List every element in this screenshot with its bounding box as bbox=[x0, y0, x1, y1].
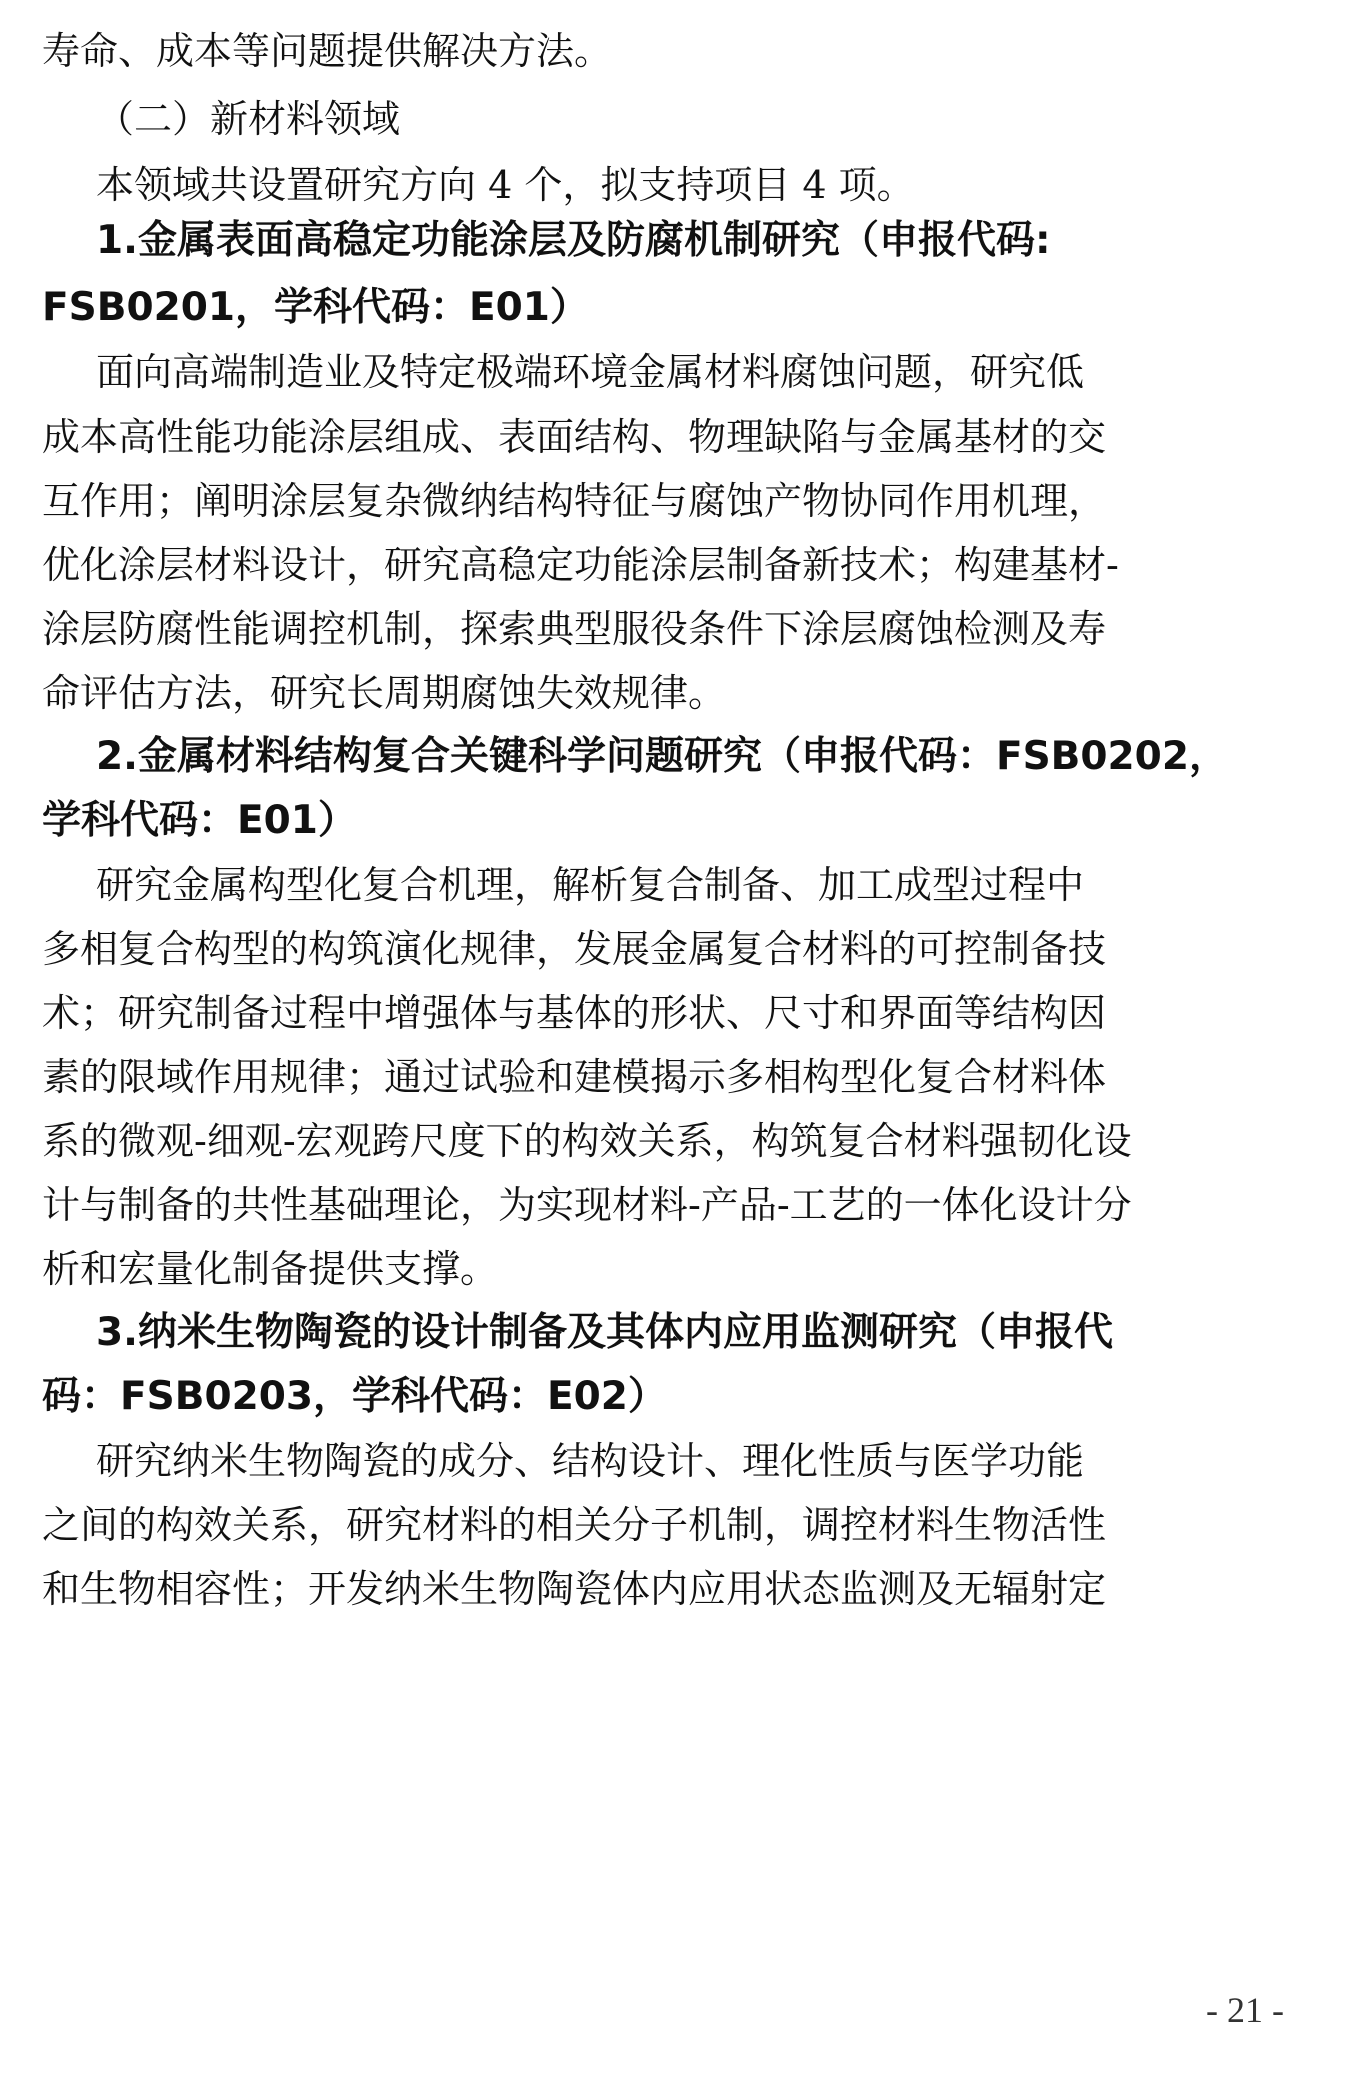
topic-2-body-line: 计与制备的共性基础理论，为实现材料-产品-工艺的一体化设计分 bbox=[42, 1183, 1132, 1227]
page-number: - 21 - bbox=[1206, 1990, 1284, 2030]
topic-2-body-line: 素的限域作用规律；通过试验和建模揭示多相构型化复合材料体 bbox=[42, 1055, 1107, 1099]
topic-2-body-line: 析和宏量化制备提供支撑。 bbox=[42, 1247, 499, 1291]
topic-1-heading-line: FSB0201，学科代码：E01） bbox=[42, 285, 589, 330]
topic-1-body-line: 互作用；阐明涂层复杂微纳结构特征与腐蚀产物协同作用机理， bbox=[42, 479, 1107, 523]
topic-1-body-line: 优化涂层材料设计，研究高稳定功能涂层制备新技术；构建基材- bbox=[42, 543, 1119, 587]
topic-2-body-line: 研究金属构型化复合机理，解析复合制备、加工成型过程中 bbox=[96, 863, 1085, 907]
topic-3-heading-line: 3.纳米生物陶瓷的设计制备及其体内应用监测研究（申报代 bbox=[96, 1310, 1113, 1355]
topic-2-heading-line: 2.金属材料结构复合关键科学问题研究（申报代码：FSB0202， bbox=[96, 734, 1228, 779]
topic-1-body-line: 成本高性能功能涂层组成、表面结构、物理缺陷与金属基材的交 bbox=[42, 415, 1107, 459]
section-heading: （二）新材料领域 bbox=[96, 97, 401, 141]
topic-2-body-line: 系的微观-细观-宏观跨尺度下的构效关系，构筑复合材料强韧化设 bbox=[42, 1119, 1132, 1163]
topic-2-body-line: 术；研究制备过程中增强体与基体的形状、尺寸和界面等结构因 bbox=[42, 991, 1107, 1035]
topic-3-heading-line: 码：FSB0203，学科代码：E02） bbox=[42, 1374, 667, 1419]
body-text-line: 寿命、成本等问题提供解决方法。 bbox=[42, 29, 613, 73]
topic-3-body-line: 研究纳米生物陶瓷的成分、结构设计、理化性质与医学功能 bbox=[96, 1439, 1085, 1483]
topic-3-body-line: 之间的构效关系，研究材料的相关分子机制，调控材料生物活性 bbox=[42, 1503, 1107, 1547]
topic-1-heading-line: 1.金属表面高稳定功能涂层及防腐机制研究（申报代码: bbox=[96, 218, 1051, 263]
topic-2-body-line: 多相复合构型的构筑演化规律，发展金属复合材料的可控制备技 bbox=[42, 927, 1107, 971]
body-text-line: 本领域共设置研究方向 4 个，拟支持项目 4 项。 bbox=[96, 163, 915, 207]
topic-1-body-line: 命评估方法，研究长周期腐蚀失效规律。 bbox=[42, 671, 727, 715]
topic-1-body-line: 面向高端制造业及特定极端环境金属材料腐蚀问题，研究低 bbox=[96, 350, 1085, 394]
topic-2-heading-line: 学科代码：E01） bbox=[42, 798, 357, 843]
topic-1-body-line: 涂层防腐性能调控机制，探索典型服役条件下涂层腐蚀检测及寿 bbox=[42, 607, 1107, 651]
topic-3-body-line: 和生物相容性；开发纳米生物陶瓷体内应用状态监测及无辐射定 bbox=[42, 1567, 1107, 1611]
